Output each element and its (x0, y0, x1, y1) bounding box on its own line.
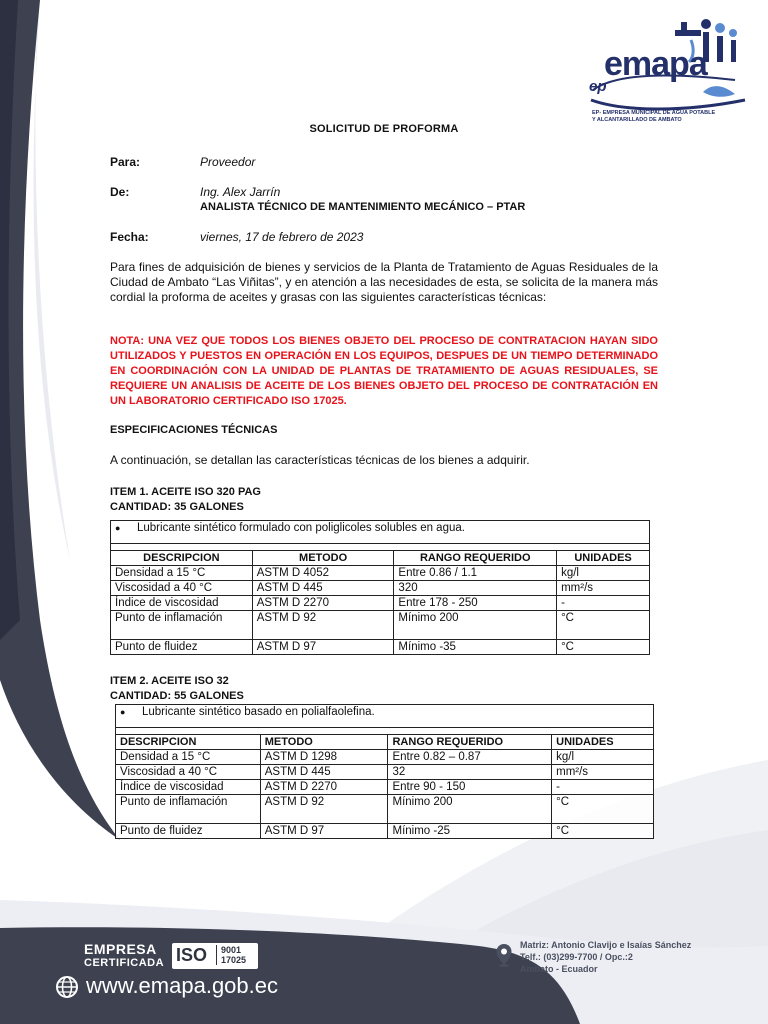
item1-heading (110, 485, 261, 515)
logo-subtitle-line2: Y ALCANTARILLADO DE AMBATO (592, 116, 682, 123)
cell: °C (557, 611, 650, 640)
cell: ASTM D 445 (252, 581, 394, 596)
col-descripcion: DESCRIPCION (116, 735, 261, 750)
address-block (520, 939, 691, 975)
globe-icon (55, 975, 79, 999)
iso-17025: 17025 (221, 955, 247, 965)
table-row (116, 795, 654, 824)
para-value: Proveedor (200, 155, 256, 169)
badge-empresa: EMPRESA (84, 941, 157, 957)
cell: ASTM D 92 (260, 795, 388, 824)
logo-subtitle-line1: EP- EMPRESA MUNICIPAL DE AGUA POTABLE (592, 110, 716, 116)
table-row (111, 566, 650, 581)
item1-title: ITEM 1. ACEITE ISO 320 PAG (110, 486, 261, 498)
cell: kg/l (552, 750, 654, 765)
cell: Índice de viscosidad (116, 780, 261, 795)
item2-cantidad: CANTIDAD: 55 GALONES (110, 690, 244, 702)
col-unidades: UNIDADES (552, 735, 654, 750)
cell: ASTM D 92 (252, 611, 394, 640)
cell: ASTM D 2270 (260, 780, 388, 795)
item1-description: Lubricante sintético formulado con poliglicoles solubles en agua. (137, 522, 465, 534)
col-metodo: METODO (260, 735, 388, 750)
website-link[interactable]: www.emapa.gob.ec (86, 973, 278, 998)
cell: Índice de viscosidad (111, 596, 253, 611)
item2-header-row (116, 735, 654, 750)
cell: ASTM D 97 (252, 640, 394, 655)
col-rango: RANGO REQUERIDO (388, 735, 552, 750)
iso-numbers (216, 945, 246, 965)
address-phone: Telf.: (03)299-7700 / Opc.:2 (520, 952, 633, 962)
item2-description-row (116, 705, 654, 728)
cell: ASTM D 97 (260, 824, 388, 839)
cell: 32 (388, 765, 552, 780)
cell: Mínimo 200 (394, 611, 557, 640)
de-label: De: (110, 185, 130, 199)
para-label: Para: (110, 155, 141, 169)
specs-intro: A continuación, se detallan las características técnicas de los bienes a adquirir. (110, 453, 530, 467)
iso-badge (172, 943, 258, 969)
cell: °C (552, 824, 654, 839)
logo-subtitle (592, 110, 752, 123)
fecha-value: viernes, 17 de febrero de 2023 (200, 230, 364, 244)
cell: Punto de inflamación (111, 611, 253, 640)
cell: Viscosidad a 40 °C (111, 581, 253, 596)
cell: Entre 178 - 250 (394, 596, 557, 611)
item1-table (110, 520, 650, 655)
nota-paragraph: NOTA: UNA VEZ QUE TODOS LOS BIENES OBJETO DEL PROCESO DE CONTRATACION HAYAN SIDO UTILIZADOS Y PUESTOS EN OPERACIÓN EN LOS EQUIPOS, DESPUES DE UN TIEMPO DETERMINADO EN COORDINACIÓN CON LA UNIDAD DE PLANTAS DE TRATAMIENTO DE AGUAS RESIDUALES, SE REQUIERE UN ANALISIS DE ACEITE DE LOS BIENES OBJETO DEL PROCESO DE CONTRATACIÓN EN UN LABORATORIO CERTIFICADO ISO 17025. (110, 335, 658, 407)
item1-description-row (111, 521, 650, 544)
item1-cantidad: CANTIDAD: 35 GALONES (110, 501, 244, 513)
cell: kg/l (557, 566, 650, 581)
cell: Entre 0.86 / 1.1 (394, 566, 557, 581)
bullet-icon: ● (120, 707, 126, 717)
cell: mm²/s (552, 765, 654, 780)
col-rango: RANGO REQUERIDO (394, 551, 557, 566)
cell: °C (552, 795, 654, 824)
cell: Punto de fluidez (111, 640, 253, 655)
table-row (111, 581, 650, 596)
cell: Mínimo -25 (388, 824, 552, 839)
table-row (111, 640, 650, 655)
location-pin-icon (495, 943, 513, 967)
cell: ASTM D 2270 (252, 596, 394, 611)
cell: Mínimo -35 (394, 640, 557, 655)
table-row (116, 750, 654, 765)
cell: Viscosidad a 40 °C (116, 765, 261, 780)
cell: ASTM D 4052 (252, 566, 394, 581)
logo-brand-text: emapa (604, 45, 707, 83)
table-row (111, 596, 650, 611)
col-descripcion: DESCRIPCION (111, 551, 253, 566)
cell: Entre 90 - 150 (388, 780, 552, 795)
cell: Densidad a 15 °C (111, 566, 253, 581)
item2-description: Lubricante sintético basado en polialfaolefina. (142, 706, 375, 718)
de-role: ANALISTA TÉCNICO DE MANTENIMIENTO MECÁNICO – PTAR (200, 201, 526, 213)
cell: - (557, 596, 650, 611)
bullet-icon: ● (115, 523, 121, 533)
cell: - (552, 780, 654, 795)
iso-label: ISO (176, 945, 208, 965)
specs-heading: ESPECIFICACIONES TÉCNICAS (110, 424, 278, 436)
item2-heading (110, 674, 244, 704)
table-row (116, 780, 654, 795)
cell: Entre 0.82 – 0.87 (388, 750, 552, 765)
table-row (116, 824, 654, 839)
badge-certificada: CERTIFICADA (84, 957, 165, 969)
cell: mm²/s (557, 581, 650, 596)
item1-header-row (111, 551, 650, 566)
document-title: SOLICITUD DE PROFORMA (309, 123, 459, 135)
de-value: Ing. Alex Jarrín (200, 185, 281, 199)
cell: Densidad a 15 °C (116, 750, 261, 765)
item2-table (115, 704, 654, 839)
item2-title: ITEM 2. ACEITE ISO 32 (110, 675, 229, 687)
col-unidades: UNIDADES (557, 551, 650, 566)
cell: ASTM D 445 (260, 765, 388, 780)
table-row (116, 765, 654, 780)
address-line1: Matriz: Antonio Clavijo e Isaías Sánchez (520, 940, 692, 950)
cell: °C (557, 640, 650, 655)
table-row (111, 611, 650, 640)
iso-9001: 9001 (221, 945, 242, 955)
fecha-label: Fecha: (110, 230, 149, 244)
col-metodo: METODO (252, 551, 394, 566)
cell: Mínimo 200 (388, 795, 552, 824)
cell: Punto de inflamación (116, 795, 261, 824)
certification-badge (84, 941, 247, 970)
cell: 320 (394, 581, 557, 596)
cell: ASTM D 1298 (260, 750, 388, 765)
intro-paragraph: Para fines de adquisición de bienes y servicios de la Planta de Tratamiento de Aguas Residuales de la Ciudad de Ambato “Las Viñitas”, y en atención a las necesidades de esta, se solicita de la manera más cordial la proforma de aceites y grasas con las siguientes características técnicas: (110, 260, 658, 304)
cell: Punto de fluidez (116, 824, 261, 839)
logo-prefix-text: ep (589, 78, 607, 95)
address-city: Ambato - Ecuador (520, 964, 598, 974)
